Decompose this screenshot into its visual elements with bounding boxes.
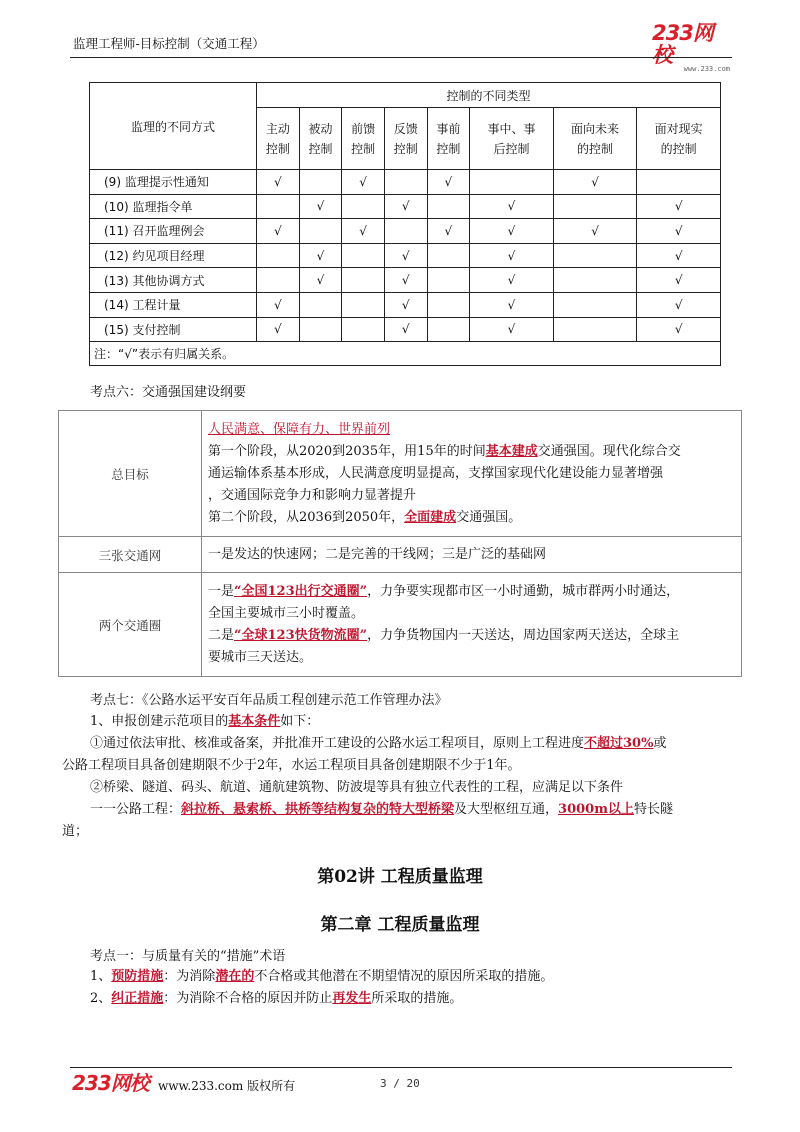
check-cell: √	[470, 292, 554, 317]
section1-body	[90, 966, 738, 1010]
check-cell: √	[553, 219, 637, 244]
check-cell	[299, 219, 342, 244]
brand-logo	[652, 21, 730, 73]
column-header-line: 的控制	[660, 141, 697, 156]
column-header-line: 面向未来	[571, 121, 620, 136]
s7-p5-mid: 及大型枢纽互通，	[454, 802, 559, 817]
column-header	[470, 108, 554, 170]
s7-p5-highlight1: 斜拉桥、悬索桥、拱桥等结构复杂的特大型桥梁	[181, 802, 455, 817]
s7-p2-text: ①通过依法审批、核准或备案，并批准开工建设的公路水运工程项目，原则上工程进度	[90, 736, 585, 751]
column-header-line: 控制	[351, 141, 376, 156]
table-row	[90, 170, 721, 195]
check-cell: √	[257, 170, 300, 195]
check-cell	[553, 243, 637, 268]
s1-item1-tail: 不合格或其他潜在不期望情况的原因所采取的措施。	[254, 969, 554, 984]
goal-stage2-tail: 交通强国。	[456, 509, 522, 525]
check-cell	[342, 292, 385, 317]
circle2-text: ，力争货物国内一天送达，周边国家两天送达，全球主	[367, 627, 680, 643]
header-divider	[70, 57, 732, 58]
logo-url: www.233.com	[683, 65, 730, 73]
check-cell	[427, 317, 470, 342]
column-header-line: 前馈	[351, 121, 376, 136]
row-label: (15) 支付控制	[90, 317, 257, 342]
column-header	[342, 108, 385, 170]
row-label: (13) 其他协调方式	[90, 268, 257, 293]
column-header	[299, 108, 342, 170]
section-title-1: 考点一：与质量有关的“措施”术语	[90, 949, 286, 964]
check-cell	[299, 317, 342, 342]
check-cell: √	[470, 317, 554, 342]
table-row	[90, 194, 721, 219]
goal-content	[202, 411, 742, 537]
check-cell	[470, 170, 554, 195]
check-cell: √	[299, 243, 342, 268]
circle2-highlight: “全球123快货物流圈”	[234, 627, 368, 643]
s7-p4-text: ②桥梁、隧道、码头、航道、通航建筑物、防波堤等具有独立代表性的工程，应满足以下条件	[90, 780, 624, 795]
s7-p1-text: 1、申报创建示范项目的	[90, 714, 229, 729]
footer-logo-text: 233网校	[72, 1071, 149, 1095]
s7-p2-highlight: 不超过30%	[584, 736, 654, 751]
column-header-line: 控制	[436, 141, 461, 156]
table-group-header: 控制的不同类型	[257, 83, 721, 108]
circles-content	[202, 573, 742, 677]
check-cell: √	[342, 219, 385, 244]
s7-p2-tail: 或	[653, 736, 667, 751]
column-header-line: 控制	[393, 141, 418, 156]
check-cell: √	[470, 219, 554, 244]
section-title-6: 考点六：交通强国建设纲要	[90, 385, 247, 400]
check-cell: √	[257, 317, 300, 342]
check-cell	[553, 292, 637, 317]
row-label: (11) 召开监理例会	[90, 219, 257, 244]
row-label-networks: 三张交通网	[59, 537, 202, 573]
table-row	[90, 243, 721, 268]
page-number: 3 / 20	[380, 1077, 420, 1090]
check-cell	[427, 243, 470, 268]
column-header	[384, 108, 427, 170]
table-row	[90, 317, 721, 342]
check-cell	[427, 194, 470, 219]
column-header	[553, 108, 637, 170]
check-cell: √	[257, 292, 300, 317]
check-cell: √	[427, 219, 470, 244]
table-row	[90, 268, 721, 293]
s1-item2-term: 纠正措施	[111, 991, 164, 1006]
circle1-prefix: 一是	[208, 583, 235, 599]
goal-stage1-tail: 交通强国。现代化综合交	[537, 443, 681, 459]
lecture-heading: 第02讲 工程质量监理	[317, 867, 483, 887]
check-cell	[427, 292, 470, 317]
check-cell	[553, 194, 637, 219]
check-cell	[342, 268, 385, 293]
check-cell	[384, 170, 427, 195]
check-cell: √	[299, 268, 342, 293]
s7-p3-text: 公路工程项目具备创建期限不少于2年，水运工程项目具备创建期限不少于1年。	[62, 758, 521, 773]
goal-line3: 通运输体系基本形成，人民满意度明显提高，支撑国家现代化建设能力显著增强	[208, 465, 664, 481]
table-row	[90, 219, 721, 244]
row-label: (9) 监理提示性通知	[90, 170, 257, 195]
row-label: (14) 工程计量	[90, 292, 257, 317]
table-row	[59, 573, 742, 677]
check-cell	[342, 317, 385, 342]
check-cell: √	[637, 292, 721, 317]
row-label-goal: 总目标	[59, 411, 202, 537]
check-cell	[342, 243, 385, 268]
section7-body	[62, 711, 738, 843]
section-title-7: 考点七：《公路水运平安百年品质工程创建示范工作管理办法》	[90, 693, 448, 708]
s1-item1-highlight: 潜在的	[215, 969, 255, 984]
check-cell: √	[470, 268, 554, 293]
column-header	[427, 108, 470, 170]
s7-p6-text: 道；	[62, 824, 89, 839]
check-cell	[553, 268, 637, 293]
check-cell	[257, 194, 300, 219]
s1-item1-term: 预防措施	[111, 969, 164, 984]
column-header-line: 被动	[308, 121, 333, 136]
footer-divider	[70, 1067, 732, 1068]
check-cell	[637, 170, 721, 195]
check-cell: √	[637, 243, 721, 268]
check-cell	[299, 170, 342, 195]
check-cell: √	[384, 292, 427, 317]
check-cell: √	[384, 317, 427, 342]
check-cell: √	[553, 170, 637, 195]
document-header-title: 监理工程师-目标控制（交通工程）	[73, 36, 265, 51]
circle1-text: ，力争要实现都市区一小时通勤，城市群两小时通达，	[367, 583, 680, 599]
goal-stage1-highlight: 基本建成	[485, 443, 538, 459]
goal-line4: ，交通国际竞争力和影响力显著提升	[208, 487, 417, 503]
check-cell: √	[427, 170, 470, 195]
s1-item2-num: 2、	[90, 991, 112, 1006]
check-cell: √	[637, 317, 721, 342]
check-cell: √	[384, 243, 427, 268]
table-row	[59, 411, 742, 537]
column-header-line: 事前	[436, 121, 461, 136]
column-header-line: 反馈	[393, 121, 418, 136]
chapter-heading: 第二章 工程质量监理	[320, 915, 480, 935]
supervision-methods-table	[89, 82, 721, 366]
check-cell: √	[342, 170, 385, 195]
footer-copyright: www.233.com 版权所有	[158, 1079, 296, 1093]
column-header-line: 面对现实	[654, 121, 703, 136]
check-cell	[299, 292, 342, 317]
s7-p1-highlight: 基本条件	[228, 714, 281, 729]
row-label: (12) 约见项目经理	[90, 243, 257, 268]
goal-stage1-text: 第一个阶段，从2020到2035年，用15年的时间	[208, 443, 486, 459]
row-label-circles: 两个交通圈	[59, 573, 202, 677]
check-cell: √	[637, 268, 721, 293]
check-cell: √	[384, 268, 427, 293]
goal-stage2-text: 第二个阶段，从2036到2050年，	[208, 509, 405, 525]
goal-slogan: 人民满意、保障有力、世界前列	[208, 421, 391, 437]
goal-stage2-highlight: 全面建成	[404, 509, 457, 525]
column-header	[637, 108, 721, 170]
logo-text: 233网校	[652, 21, 713, 67]
check-cell: √	[299, 194, 342, 219]
check-cell: √	[384, 194, 427, 219]
check-cell: √	[637, 219, 721, 244]
column-header-line: 主动	[265, 121, 290, 136]
table-row	[59, 537, 742, 573]
check-cell	[553, 317, 637, 342]
s1-item1-text: ：为消除	[163, 969, 216, 984]
s7-p5-tail: 特长隧	[633, 802, 673, 817]
check-cell	[427, 268, 470, 293]
column-header-line: 后控制	[493, 141, 530, 156]
column-header-line: 控制	[265, 141, 290, 156]
s1-item1-num: 1、	[90, 969, 112, 984]
s7-p5-text: 一一公路工程：	[90, 802, 182, 817]
circle1-highlight: “全国123出行交通圈”	[234, 583, 368, 599]
s7-p5-highlight2: 3000m以上	[558, 802, 634, 817]
check-cell	[384, 219, 427, 244]
row-label: (10) 监理指令单	[90, 194, 257, 219]
networks-content: 一是发达的快速网；二是完善的干线网；三是广泛的基础网	[202, 537, 742, 573]
s1-item2-highlight: 再发生	[332, 991, 372, 1006]
check-cell: √	[470, 194, 554, 219]
column-header	[257, 108, 300, 170]
check-cell	[342, 194, 385, 219]
check-cell: √	[257, 219, 300, 244]
table-row	[90, 292, 721, 317]
check-cell: √	[637, 194, 721, 219]
column-header-line: 的控制	[577, 141, 614, 156]
check-cell	[257, 243, 300, 268]
s1-item2-text: ：为消除不合格的原因并防止	[163, 991, 333, 1006]
footer-logo	[72, 1072, 149, 1094]
circle2-prefix: 二是	[208, 627, 235, 643]
s7-p1-tail: 如下：	[280, 714, 320, 729]
circle1-line2: 全国主要城市三小时覆盖。	[208, 605, 365, 621]
table-corner-header: 监理的不同方式	[90, 83, 257, 170]
column-header-line: 控制	[308, 141, 333, 156]
transport-power-table	[58, 410, 742, 677]
check-cell: √	[470, 243, 554, 268]
circle2-line2: 要城市三天送达。	[208, 649, 313, 665]
check-cell	[257, 268, 300, 293]
s1-item2-tail: 所采取的措施。	[371, 991, 463, 1006]
column-header-line: 事中、事	[487, 121, 536, 136]
table-note: 注：“√”表示有归属关系。	[90, 342, 721, 366]
